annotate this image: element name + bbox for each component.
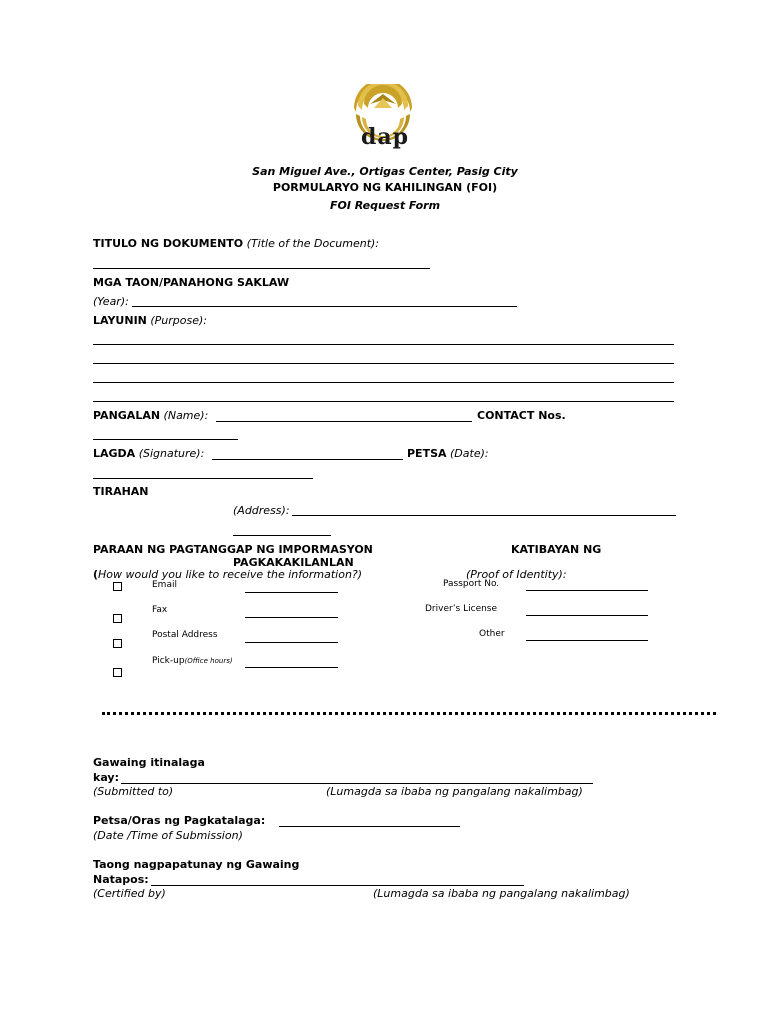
certified-sign-hint: (Lumagda sa ibaba ng pangalang nakalimbag): [373, 887, 630, 900]
email-option-label: Email: [152, 580, 177, 590]
purpose-input-line-3[interactable]: [93, 382, 674, 383]
certified-by-label: Taong nagpapatunay ng Gawaing: [93, 858, 300, 871]
form-subtitle: FOI Request Form: [329, 199, 441, 212]
purpose-field-label: LAYUNIN (Purpose):: [93, 314, 208, 327]
receive-method-heading: PARAAN NG PAGTANGGAP NG IMPORMASYON: [93, 543, 373, 556]
address-input-line[interactable]: [292, 515, 676, 516]
date-input-line[interactable]: [93, 478, 313, 479]
office-address: San Miguel Ave., Ortigas Center, Pasig City: [252, 165, 518, 178]
certified-by-label-2: Natapos:: [93, 873, 149, 886]
identity-hint: (Proof of Identity):: [466, 568, 567, 581]
submitted-to-input-line[interactable]: [121, 783, 593, 784]
title-field-label: TITULO NG DOKUMENTO (Title of the Document):: [93, 237, 380, 250]
pickup-checkbox[interactable]: [113, 668, 122, 677]
certified-by-hint: (Certified by): [93, 887, 166, 900]
identity-heading-line2: PAGKAKAKILANLAN: [233, 556, 354, 569]
passport-option-label: Passport No.: [443, 579, 500, 589]
receive-method-hint: (How would you like to receive the information?): [93, 568, 363, 581]
purpose-input-line-2[interactable]: [93, 363, 674, 364]
name-field-label: PANGALAN (Name):: [93, 409, 209, 422]
submitted-to-label-2: kay:: [93, 771, 119, 784]
purpose-input-line-4[interactable]: [93, 401, 674, 402]
other-id-option-label: Other: [479, 629, 505, 639]
email-checkbox[interactable]: [113, 582, 122, 591]
year-field-hint: (Year):: [93, 295, 129, 308]
fax-input-line[interactable]: [245, 617, 338, 618]
title-input-line[interactable]: [93, 268, 430, 269]
submitted-to-hint: (Submitted to): [93, 785, 174, 798]
drivers-license-option-label: Driver’s License: [425, 604, 498, 614]
other-id-input-line[interactable]: [526, 640, 648, 641]
submission-datetime-input-line[interactable]: [279, 826, 460, 827]
postal-address-option-label: Postal Address: [152, 630, 218, 640]
drivers-license-input-line[interactable]: [526, 615, 648, 616]
email-input-line[interactable]: [245, 592, 338, 593]
submitted-sign-hint: (Lumagda sa ibaba ng pangalang nakalimbag): [326, 785, 583, 798]
year-field-label: MGA TAON/PANAHONG SAKLAW: [93, 276, 290, 289]
date-field-label: PETSA (Date):: [407, 447, 489, 460]
dotted-separator: [102, 712, 716, 715]
purpose-input-line-1[interactable]: [93, 344, 674, 345]
name-input-line[interactable]: [216, 421, 472, 422]
submission-datetime-label: Petsa/Oras ng Pagkatalaga:: [93, 814, 266, 827]
address-input-line-2[interactable]: [233, 535, 331, 536]
fax-option-label: Fax: [152, 605, 168, 615]
dap-logo-text: dap: [360, 124, 410, 150]
address-field-hint: (Address):: [233, 504, 290, 517]
fax-checkbox[interactable]: [113, 614, 122, 623]
signature-input-line[interactable]: [212, 459, 403, 460]
contact-field-label: CONTACT Nos.: [477, 409, 566, 422]
signature-field-label: LAGDA (Signature):: [93, 447, 205, 460]
form-title: PORMULARYO NG KAHILINGAN (FOI): [272, 181, 498, 194]
certified-by-input-line[interactable]: [151, 885, 524, 886]
pickup-input-line[interactable]: [245, 667, 338, 668]
year-input-line[interactable]: [132, 306, 517, 307]
postal-address-checkbox[interactable]: [113, 639, 122, 648]
passport-input-line[interactable]: [526, 590, 648, 591]
identity-heading-line1: KATIBAYAN NG: [511, 543, 602, 556]
pickup-option-label: Pick-up(Office hours): [152, 656, 233, 666]
postal-address-input-line[interactable]: [245, 642, 338, 643]
submission-datetime-hint: (Date /Time of Submission): [93, 829, 243, 842]
submitted-to-label: Gawaing itinalaga: [93, 756, 205, 769]
contact-input-line[interactable]: [93, 439, 238, 440]
pickup-office-hours-note: (Office hours): [184, 657, 233, 665]
address-field-label: TIRAHAN: [93, 485, 149, 498]
